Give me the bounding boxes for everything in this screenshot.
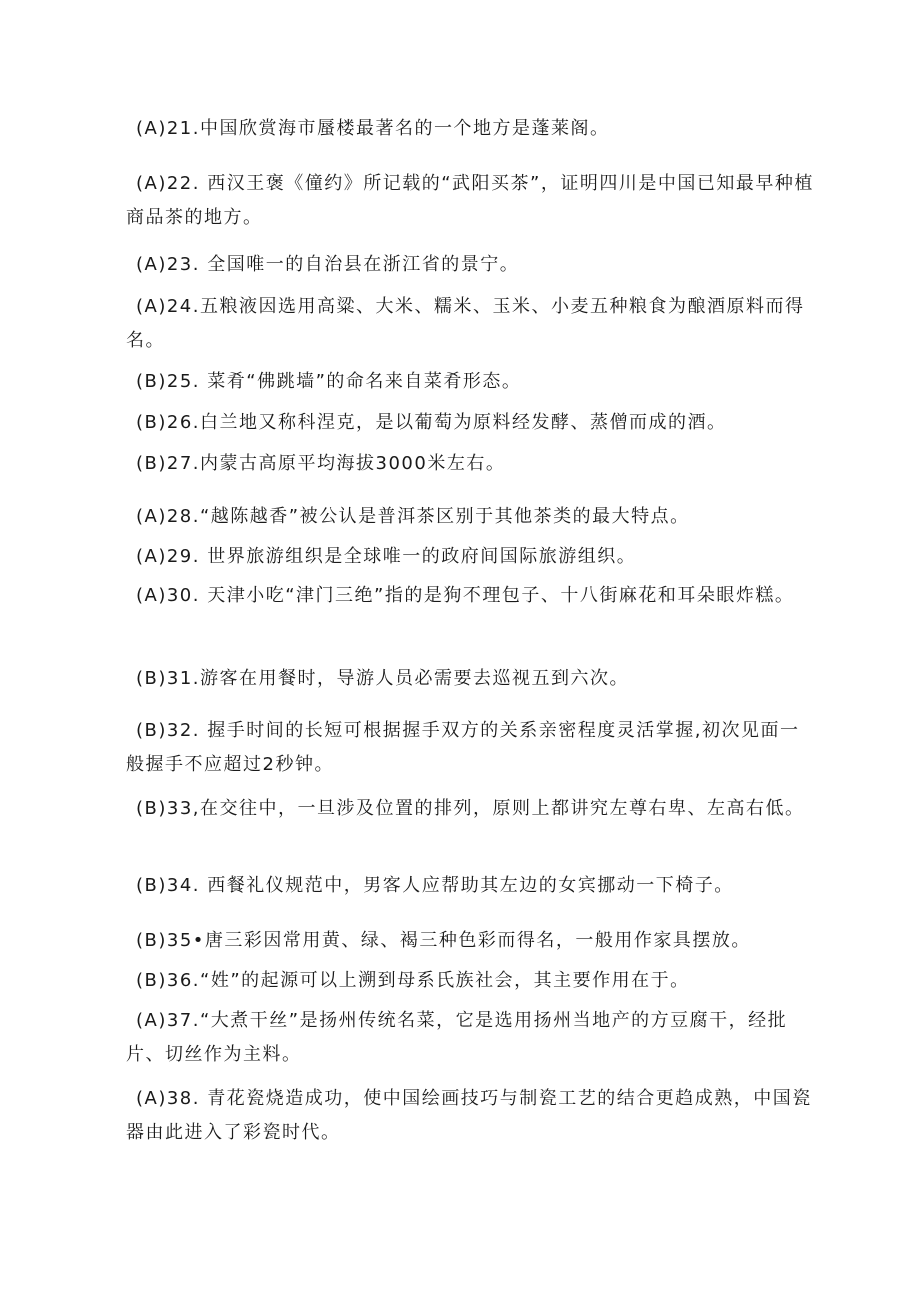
- question-21: (A)21.中国欣赏海市蜃楼最著名的一个地方是蓬莱阁。: [136, 118, 610, 139]
- question-37: (A)37.“大煮干丝”是扬州传统名菜，它是选用扬州当地产的方豆腐干，经批片、切丝作为主料。: [126, 1010, 788, 1065]
- question-28: (A)28.“越陈越香”被公认是普洱茶区别于其他茶类的最大特点。: [136, 506, 690, 527]
- question-30: (A)30. 天津小吃“津门三绝”指的是狗不理包子、十八街麻花和耳朵眼炸糕。: [136, 585, 795, 606]
- question-29: (A)29. 世界旅游组织是全球唯一的政府间国际旅游组织。: [136, 546, 637, 567]
- question-33: (B)33,在交往中，一旦涉及位置的排列，原则上都讲究左尊右卑、左高右低。: [136, 798, 805, 819]
- question-38: (A)38. 青花瓷烧造成功，使中国绘画技巧与制瓷工艺的结合更趋成熟，中国瓷器由此进入了彩瓷时代。: [126, 1088, 812, 1143]
- question-36: (B)36.“姓”的起源可以上溯到母系氏族社会，其主要作用在于。: [136, 970, 690, 991]
- question-24: (A)24.五粮液因选用高粱、大米、糯米、玉米、小麦五种粮食为酿酒原料而得名。: [126, 296, 805, 351]
- question-31: (B)31.游客在用餐时，导游人员必需要去巡视五到六次。: [136, 668, 630, 689]
- question-35: (B)35•唐三彩因常用黄、绿、褐三种色彩而得名，一般用作家具摆放。: [136, 930, 751, 951]
- question-23: (A)23. 全国唯一的自治县在浙江省的景宁。: [136, 254, 520, 275]
- question-26: (B)26.白兰地又称科涅克，是以葡萄为原料经发酵、蒸僧而成的酒。: [136, 412, 727, 433]
- question-22: (A)22. 西汉王褒《僮约》所记载的“武阳买茶”，证明四川是中国已知最早种植商品茶的地方。: [126, 173, 814, 228]
- question-32: (B)32. 握手时间的长短可根据握手双方的关系亲密程度灵活掌握,初次见面一般握手不应超过2秒钟。: [126, 720, 800, 775]
- question-25: (B)25. 菜肴“佛跳墙”的命名来自菜肴形态。: [136, 371, 522, 392]
- question-27: (B)27.内蒙古高原平均海拔3000米左右。: [136, 453, 506, 474]
- question-34: (B)34. 西餐礼仪规范中，男客人应帮助其左边的女宾挪动一下椅子。: [136, 875, 734, 896]
